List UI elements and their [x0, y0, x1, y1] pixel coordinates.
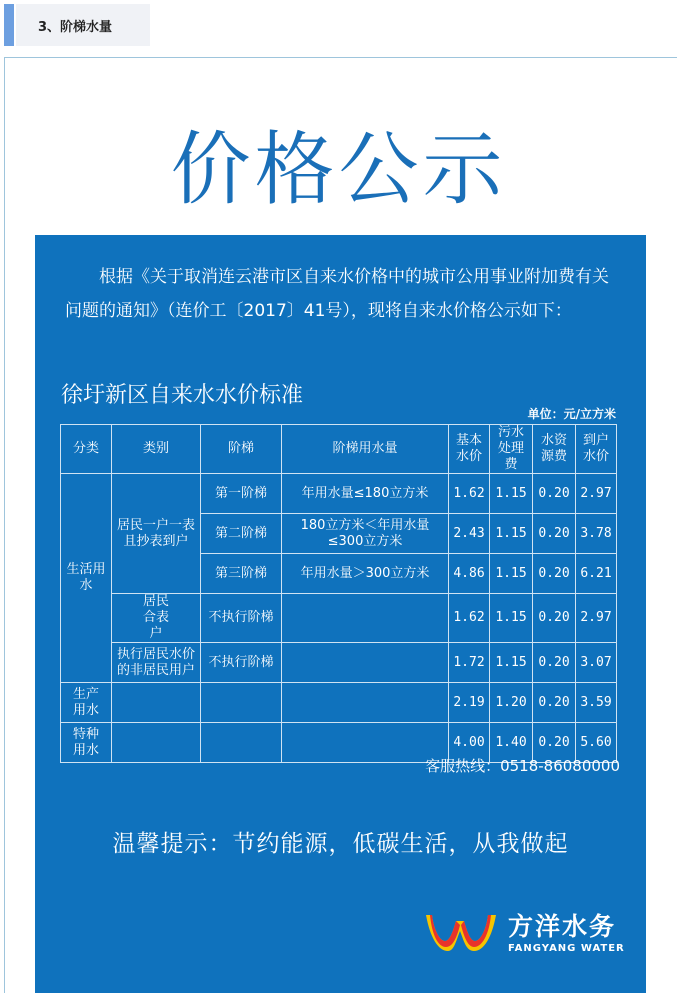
header-cell: 污水处理费	[490, 425, 533, 474]
base-price-cell: 2.43	[449, 514, 490, 554]
volume-cell: 年用水量＞300立方米	[282, 554, 449, 594]
table-title: 徐圩新区自来水水价标准	[61, 383, 304, 408]
header-cell: 到户水价	[576, 425, 617, 474]
total-price-cell: 3.07	[576, 643, 617, 683]
header-cell: 阶梯	[201, 425, 282, 474]
category-cell: 特种用水	[61, 723, 112, 763]
resource-fee-cell: 0.20	[533, 594, 576, 643]
table-row	[61, 594, 617, 643]
header-cell: 分类	[61, 425, 112, 474]
volume-cell: 180立方米＜年用水量≤300立方米	[282, 514, 449, 554]
sewage-fee-cell: 1.15	[490, 474, 533, 514]
tier-cell	[201, 683, 282, 723]
volume-cell	[282, 683, 449, 723]
hotline-text: 客服热线：0518-86080000	[425, 757, 620, 775]
tier-cell: 不执行阶梯	[201, 594, 282, 643]
tier-cell	[201, 723, 282, 763]
resource-fee-cell: 0.20	[533, 683, 576, 723]
section-heading-label: 3、阶梯水量	[38, 19, 113, 35]
tip-text: 温馨提示：节约能源，低碳生活，从我做起	[112, 831, 569, 857]
base-price-cell: 2.19	[449, 683, 490, 723]
total-price-cell: 2.97	[576, 474, 617, 514]
intro-paragraph: 根据《关于取消连云港市区自来水价格中的城市公用事业附加费有关问题的通知》（连价工〔2017〕41号），现将自来水价格公示如下：	[65, 267, 609, 321]
volume-cell	[282, 643, 449, 683]
total-price-cell: 5.60	[576, 723, 617, 763]
table-header-row	[61, 425, 617, 474]
base-price-cell: 4.00	[449, 723, 490, 763]
header-cell: 阶梯用水量	[282, 425, 449, 474]
tier-cell: 第二阶梯	[201, 514, 282, 554]
header-cell: 类别	[112, 425, 201, 474]
base-price-cell: 1.62	[449, 594, 490, 643]
sewage-fee-cell: 1.15	[490, 554, 533, 594]
type-cell	[112, 683, 201, 723]
table-row	[61, 683, 617, 723]
sewage-fee-cell: 1.20	[490, 683, 533, 723]
header-cell: 基本水价	[449, 425, 490, 474]
logo-chinese-name: 方洋水务	[508, 912, 617, 941]
resource-fee-cell: 0.20	[533, 474, 576, 514]
tier-cell: 第一阶梯	[201, 474, 282, 514]
total-price-cell: 3.78	[576, 514, 617, 554]
wave-logo-icon	[420, 907, 500, 957]
sewage-fee-cell: 1.15	[490, 594, 533, 643]
header-cell: 水资源费	[533, 425, 576, 474]
tier-cell: 第三阶梯	[201, 554, 282, 594]
resource-fee-cell: 0.20	[533, 514, 576, 554]
resource-fee-cell: 0.20	[533, 643, 576, 683]
table-row	[61, 643, 617, 683]
company-logo	[420, 907, 630, 963]
sewage-fee-cell: 1.15	[490, 643, 533, 683]
page-title: 价格公示	[170, 123, 507, 216]
table-row	[61, 474, 617, 514]
total-price-cell: 6.21	[576, 554, 617, 594]
section-accent-bar	[4, 4, 14, 46]
logo-english-name: FANGYANG WATER	[508, 943, 625, 954]
base-price-cell: 1.62	[449, 474, 490, 514]
unit-label: 单位：元/立方米	[527, 407, 616, 421]
volume-cell	[282, 723, 449, 763]
volume-cell	[282, 594, 449, 643]
base-price-cell: 4.86	[449, 554, 490, 594]
type-cell	[112, 723, 201, 763]
total-price-cell: 2.97	[576, 594, 617, 643]
type-cell: 居民一户一表且抄表到户	[112, 474, 201, 594]
total-price-cell: 3.59	[576, 683, 617, 723]
resource-fee-cell: 0.20	[533, 723, 576, 763]
tier-cell: 不执行阶梯	[201, 643, 282, 683]
volume-cell: 年用水量≤180立方米	[282, 474, 449, 514]
category-cell: 生产用水	[61, 683, 112, 723]
category-cell: 生活用水	[61, 474, 112, 683]
sewage-fee-cell: 1.15	[490, 514, 533, 554]
type-cell: 执行居民水价的非居民用户	[112, 643, 201, 683]
base-price-cell: 1.72	[449, 643, 490, 683]
price-table	[60, 424, 617, 763]
type-cell: 居民合表户	[112, 594, 201, 643]
section-heading	[16, 4, 150, 46]
sewage-fee-cell: 1.40	[490, 723, 533, 763]
resource-fee-cell: 0.20	[533, 554, 576, 594]
price-poster	[35, 235, 646, 993]
